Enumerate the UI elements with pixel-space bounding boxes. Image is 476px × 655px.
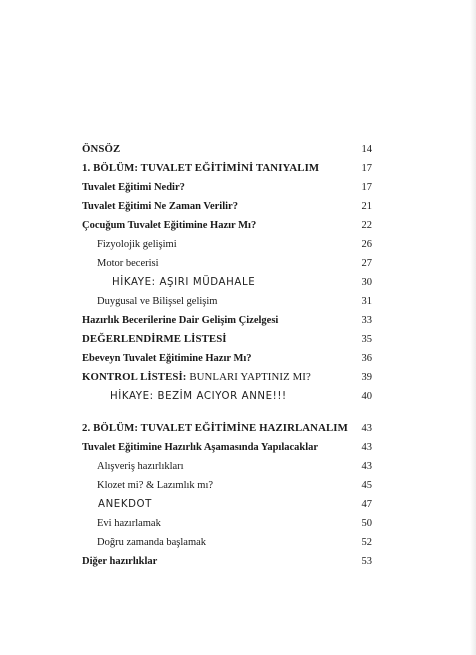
toc-entry-subsection [82, 254, 372, 273]
toc-entry-story [82, 273, 372, 292]
toc-entry-chapter-2 [82, 419, 372, 438]
toc-entry-page: 53 [361, 556, 372, 567]
toc-entry-section [82, 438, 372, 457]
toc-entry-label: Motor becerisi [97, 258, 159, 269]
toc-entry-label: Ebeveyn Tuvalet Eğitimine Hazır Mı? [82, 353, 252, 364]
toc-entry-onsoz [82, 140, 372, 159]
toc-entry-label: HİKAYE: AŞIRI MÜDAHALE [112, 277, 256, 288]
page-edge-shadow [470, 0, 476, 655]
toc-entry-subsection [82, 514, 372, 533]
toc-entry-label: Duygusal ve Bilişsel gelişim [97, 296, 218, 307]
toc-entry-page: 31 [361, 296, 372, 307]
toc-entry-label: Alışveriş hazırlıkları [97, 461, 184, 472]
toc-entry-page: 27 [361, 258, 372, 269]
toc-entry-page: 30 [361, 277, 372, 288]
toc-entry-page: 50 [361, 518, 372, 529]
toc-entry-section [82, 330, 372, 349]
toc-entry-label: Tuvalet Eğitimine Hazırlık Aşamasında Yapılacaklar [82, 442, 319, 453]
toc-entry-label: 2. BÖLÜM: TUVALET EĞİTİMİNE HAZIRLANALIM [82, 422, 348, 434]
toc-entry-subsection [82, 457, 372, 476]
toc-entry-label-light: BUNLARI YAPTINIZ MI? [186, 371, 311, 383]
toc-entry-label: Evi hazırlamak [97, 518, 161, 529]
toc-entry-page: 36 [361, 353, 372, 364]
toc-entry-label: Doğru zamanda başlamak [97, 537, 207, 548]
toc-entry-section [82, 216, 372, 235]
chapter-gap [82, 406, 372, 419]
toc-entry-label: ÖNSÖZ [82, 143, 121, 155]
toc-entry-label-bold: KONTROL LİSTESİ: [82, 371, 187, 383]
toc-entry-page: 33 [361, 315, 372, 326]
toc-entry-section [82, 552, 372, 571]
toc-entry-page: 26 [361, 239, 372, 250]
toc-entry-section [82, 197, 372, 216]
toc-entry-section [82, 311, 372, 330]
toc-entry-page: 43 [361, 442, 372, 453]
table-of-contents [82, 140, 372, 571]
toc-entry-page: 39 [361, 372, 372, 383]
toc-entry-label: Tuvalet Eğitimi Ne Zaman Verilir? [82, 201, 238, 212]
toc-entry-page: 52 [361, 537, 372, 548]
toc-entry-page: 21 [361, 201, 372, 212]
toc-entry-subsection [82, 235, 372, 254]
toc-entry-page: 17 [361, 182, 372, 193]
toc-entry-subsection [82, 476, 372, 495]
toc-entry-page: 40 [361, 391, 372, 402]
toc-entry-page: 47 [361, 499, 372, 510]
toc-entry-label [82, 368, 372, 387]
toc-entry-page: 45 [361, 480, 372, 491]
toc-entry-label: 1. BÖLÜM: TUVALET EĞİTİMİNİ TANIYALIM [82, 162, 320, 174]
toc-entry-page: 43 [361, 423, 372, 434]
toc-entry-label: Hazırlık Becerilerine Dair Gelişim Çizelgesi [82, 315, 279, 326]
toc-entry-page: 14 [361, 144, 372, 155]
toc-entry-page: 35 [361, 334, 372, 345]
toc-entry-label: Çocuğum Tuvalet Eğitimine Hazır Mı? [82, 220, 257, 231]
toc-entry-label: Klozet mi? & Lazımlık mı? [97, 480, 214, 491]
toc-entry-label: Diğer hazırlıklar [82, 556, 158, 567]
toc-entry-anecdote [82, 495, 372, 514]
toc-entry-label: ANEKDOT [98, 499, 152, 510]
toc-entry-section [82, 349, 372, 368]
toc-entry-page: 43 [361, 461, 372, 472]
toc-entry-label: DEĞERLENDİRME LİSTESİ [82, 333, 227, 345]
toc-entry-subsection [82, 533, 372, 552]
toc-entry-chapter-1 [82, 159, 372, 178]
toc-entry-label: Fizyolojik gelişimi [97, 239, 177, 250]
toc-entry-page: 22 [361, 220, 372, 231]
toc-entry-label: Tuvalet Eğitimi Nedir? [82, 182, 185, 193]
toc-entry-story [82, 387, 372, 406]
toc-entry-section [82, 178, 372, 197]
toc-entry-section [82, 368, 372, 387]
toc-entry-page: 17 [361, 163, 372, 174]
toc-entry-subsection [82, 292, 372, 311]
toc-entry-label: HİKAYE: BEZİM ACIYOR ANNE!!! [110, 391, 287, 402]
